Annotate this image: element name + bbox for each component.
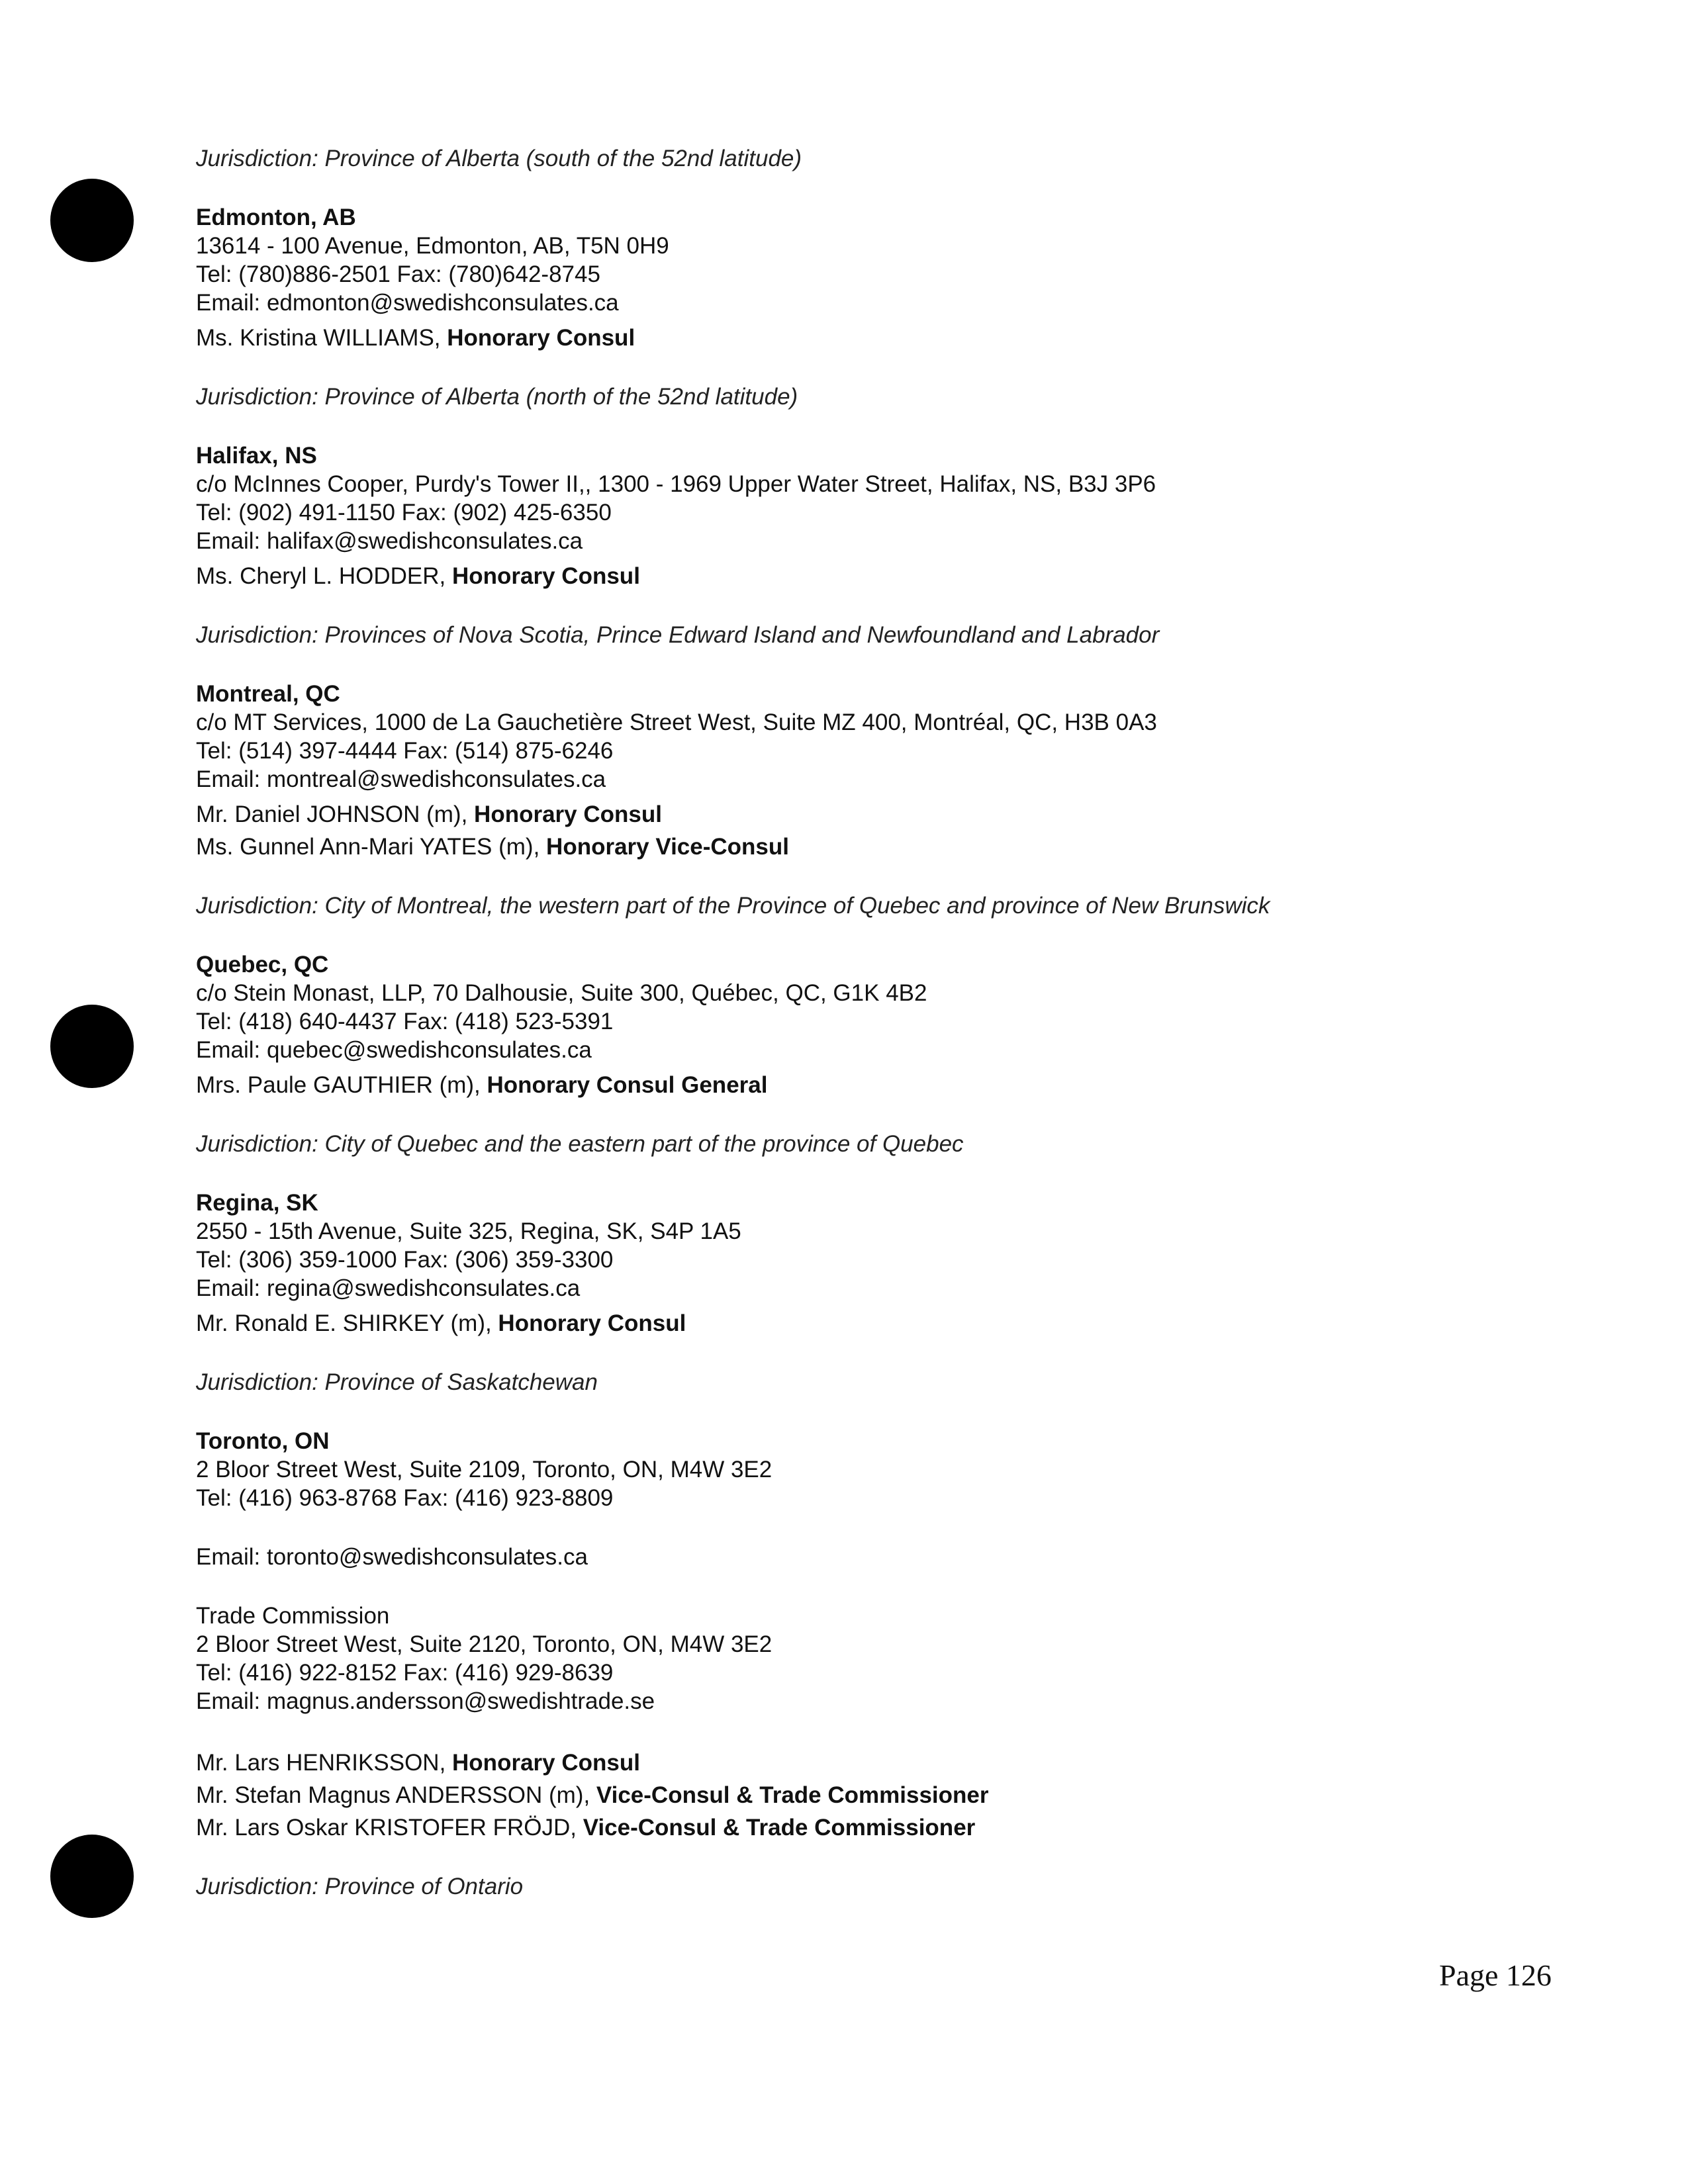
punch-hole-bottom <box>50 1835 134 1918</box>
address-line: c/o McInnes Cooper, Purdy's Tower II,, 1300 - 1969 Upper Water Street, Halifax, NS, B3J 3P6 <box>196 471 1156 497</box>
trade-address-line: 2 Bloor Street West, Suite 2120, Toronto, ON, M4W 3E2 <box>196 1631 773 1657</box>
person-title: Honorary Consul <box>452 1750 640 1776</box>
person-line <box>196 1309 1586 1338</box>
person-name: Mr. Daniel JOHNSON (m), <box>196 801 475 827</box>
jurisdiction-text: Jurisdiction: City of Quebec and the eastern part of the province of Quebec <box>196 1131 964 1157</box>
phone-fax-line: Tel: (416) 963-8768 Fax: (416) 923-8809 <box>196 1485 614 1511</box>
address-line: 2 Bloor Street West, Suite 2109, Toronto, ON, M4W 3E2 <box>196 1457 773 1482</box>
consulate-entry-quebec <box>196 950 1586 1158</box>
email-line: Email: quebec@swedishconsulates.ca <box>196 1037 592 1063</box>
person-line <box>196 324 1586 352</box>
person-line <box>196 833 1586 861</box>
person-name: Mr. Lars HENRIKSSON, <box>196 1750 453 1776</box>
person-line <box>196 1813 1586 1842</box>
consulate-entry-halifax <box>196 441 1586 649</box>
person-name: Mr. Lars Oskar KRISTOFER FRÖJD, <box>196 1815 583 1841</box>
punch-hole-middle <box>50 1005 134 1088</box>
person-line <box>196 1071 1586 1099</box>
email-line: Email: regina@swedishconsulates.ca <box>196 1275 581 1301</box>
person-name: Mrs. Paule GAUTHIER (m), <box>196 1072 487 1098</box>
phone-fax-line: Tel: (306) 359-1000 Fax: (306) 359-3300 <box>196 1247 614 1273</box>
consulate-entry-regina <box>196 1189 1586 1396</box>
email-line: Email: toronto@swedishconsulates.ca <box>196 1544 588 1570</box>
page-number: Page 126 <box>1439 1958 1552 1992</box>
phone-fax-line: Tel: (780)886-2501 Fax: (780)642-8745 <box>196 261 600 287</box>
address-line: c/o MT Services, 1000 de La Gauchetière Street West, Suite MZ 400, Montréal, QC, H3B 0A3 <box>196 709 1157 735</box>
city-heading: Regina, SK <box>196 1190 318 1216</box>
jurisdiction-text: Jurisdiction: Province of Saskatchewan <box>196 1369 598 1395</box>
city-heading: Montreal, QC <box>196 681 340 707</box>
address-line: 2550 - 15th Avenue, Suite 325, Regina, SK, S4P 1A5 <box>196 1218 741 1244</box>
email-line: Email: montreal@swedishconsulates.ca <box>196 766 606 792</box>
address-line: 13614 - 100 Avenue, Edmonton, AB, T5N 0H9 <box>196 233 669 259</box>
jurisdiction-text: Jurisdiction: Province of Alberta (north of the 52nd latitude) <box>196 384 798 410</box>
person-line <box>196 1781 1586 1809</box>
punch-hole-top <box>50 179 134 262</box>
person-title: Honorary Consul <box>447 325 635 351</box>
consulate-entry-montreal <box>196 680 1586 920</box>
person-title: Vice-Consul & Trade Commissioner <box>583 1815 976 1841</box>
person-name: Ms. Gunnel Ann-Mari YATES (m), <box>196 834 547 860</box>
phone-fax-line: Tel: (902) 491-1150 Fax: (902) 425-6350 <box>196 500 612 525</box>
person-name: Ms. Cheryl L. HODDER, <box>196 563 452 589</box>
trade-email-line: Email: magnus.andersson@swedishtrade.se <box>196 1688 655 1714</box>
city-heading: Toronto, ON <box>196 1428 330 1454</box>
person-name: Ms. Kristina WILLIAMS, <box>196 325 447 351</box>
city-heading: Quebec, QC <box>196 952 329 978</box>
jurisdiction-text: Jurisdiction: City of Montreal, the western part of the Province of Quebec and province of New Brunswick <box>196 893 1270 919</box>
trade-commission-heading: Trade Commission <box>196 1603 390 1629</box>
person-title: Honorary Vice-Consul <box>546 834 789 860</box>
person-title: Honorary Consul General <box>487 1072 768 1098</box>
person-line <box>196 562 1586 590</box>
city-heading: Edmonton, AB <box>196 205 356 230</box>
jurisdiction-text: Jurisdiction: Province of Alberta (south of the 52nd latitude) <box>196 146 802 171</box>
consulate-entry-toronto <box>196 1427 1586 1901</box>
email-line: Email: edmonton@swedishconsulates.ca <box>196 290 619 316</box>
phone-fax-line: Tel: (514) 397-4444 Fax: (514) 875-6246 <box>196 738 614 764</box>
person-line <box>196 800 1586 829</box>
consulate-listing <box>196 144 1586 1901</box>
person-title: Honorary Consul <box>498 1310 686 1336</box>
person-title: Vice-Consul & Trade Commissioner <box>596 1782 989 1808</box>
jurisdiction-text: Jurisdiction: Province of Ontario <box>196 1874 524 1899</box>
person-title: Honorary Consul <box>452 563 640 589</box>
city-heading: Halifax, NS <box>196 443 317 469</box>
jurisdiction-text: Jurisdiction: Provinces of Nova Scotia, Prince Edward Island and Newfoundland and Labrador <box>196 622 1160 648</box>
email-line: Email: halifax@swedishconsulates.ca <box>196 528 583 554</box>
trade-phone-fax-line: Tel: (416) 922-8152 Fax: (416) 929-8639 <box>196 1660 614 1686</box>
person-title: Honorary Consul <box>474 801 662 827</box>
phone-fax-line: Tel: (418) 640-4437 Fax: (418) 523-5391 <box>196 1009 614 1034</box>
person-name: Mr. Stefan Magnus ANDERSSON (m), <box>196 1782 596 1808</box>
person-line <box>196 1749 1586 1777</box>
address-line: c/o Stein Monast, LLP, 70 Dalhousie, Suite 300, Québec, QC, G1K 4B2 <box>196 980 927 1006</box>
consulate-entry-edmonton <box>196 203 1586 411</box>
person-name: Mr. Ronald E. SHIRKEY (m), <box>196 1310 498 1336</box>
